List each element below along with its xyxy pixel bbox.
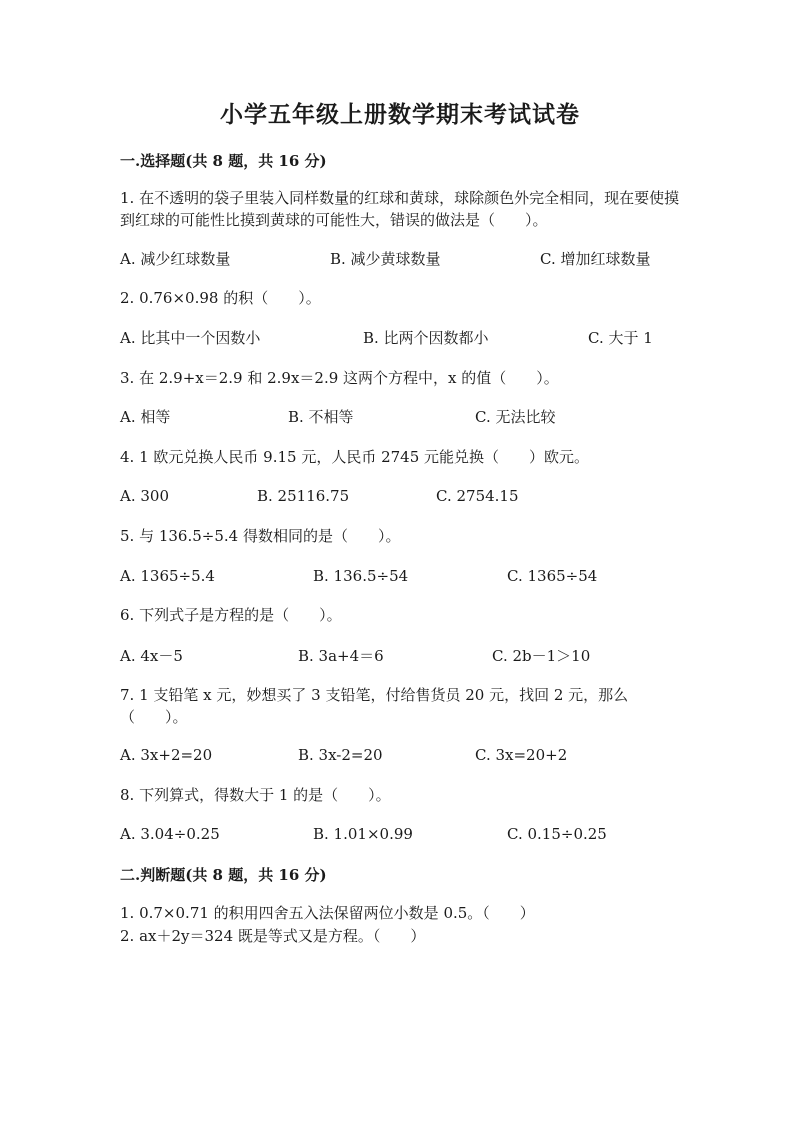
- option-a: A. 比其中一个因数小: [120, 329, 261, 347]
- question-5: 5. 与 136.5÷5.4 得数相同的是（ ）。: [120, 527, 401, 545]
- option-c: C. 0.15÷0.25: [507, 825, 607, 843]
- section-heading-choice: 一.选择题(共 8 题，共 16 分): [120, 152, 327, 170]
- option-a: A. 3.04÷0.25: [120, 825, 220, 843]
- option-b: B. 3x-2=20: [298, 746, 383, 764]
- judgment-question-2: 2. ax＋2y＝324 既是等式又是方程。（ ）: [120, 927, 426, 945]
- option-b: B. 136.5÷54: [313, 567, 409, 585]
- option-c: C. 1365÷54: [507, 567, 598, 585]
- section-heading-judgment: 二.判断题(共 8 题，共 16 分): [120, 866, 327, 884]
- options-5: [120, 565, 680, 587]
- option-c: C. 3x=20+2: [475, 746, 568, 764]
- option-a: A. 300: [120, 487, 169, 505]
- options-7: [120, 744, 680, 766]
- option-b: B. 不相等: [288, 408, 354, 426]
- option-a: A. 1365÷5.4: [120, 567, 215, 585]
- option-b: B. 1.01×0.99: [313, 825, 413, 843]
- question-4: 4. 1 欧元兑换人民币 9.15 元，人民币 2745 元能兑换（ ）欧元。: [120, 448, 590, 466]
- option-c: C. 增加红球数量: [540, 250, 651, 268]
- option-a: A. 相等: [120, 408, 171, 426]
- question-8: 8. 下列算式，得数大于 1 的是（ ）。: [120, 786, 391, 804]
- option-c: C. 无法比较: [475, 408, 556, 426]
- option-b: B. 3a+4＝6: [298, 647, 384, 665]
- question-1: 1. 在不透明的袋子里装入同样数量的红球和黄球，球除颜色外完全相同，现在要使摸到红球的可能性比摸到黄球的可能性大，错误的做法是（ ）。: [120, 189, 680, 229]
- question-6: 6. 下列式子是方程的是（ ）。: [120, 606, 342, 624]
- option-c: C. 2b－1＞10: [492, 647, 591, 665]
- options-3: [120, 406, 680, 428]
- option-a: A. 减少红球数量: [120, 250, 231, 268]
- options-1: [120, 248, 680, 270]
- options-6: [120, 645, 680, 667]
- option-b: B. 25116.75: [257, 487, 350, 505]
- page-title: 小学五年级上册数学期末考试试卷: [220, 101, 580, 128]
- option-c: C. 2754.15: [436, 487, 519, 505]
- options-2: [120, 327, 680, 349]
- options-8: [120, 823, 680, 845]
- option-b: B. 比两个因数都小: [363, 329, 489, 347]
- option-a: A. 4x－5: [120, 647, 183, 665]
- options-4: [120, 485, 680, 507]
- option-a: A. 3x+2=20: [120, 746, 213, 764]
- judgment-question-1: 1. 0.7×0.71 的积用四舍五入法保留两位小数是 0.5。（ ）: [120, 904, 535, 922]
- question-7: 7. 1 支铅笔 x 元，妙想买了 3 支铅笔，付给售货员 20 元，找回 2 元，那么（ ）。: [120, 686, 629, 726]
- question-2: 2. 0.76×0.98 的积（ ）。: [120, 289, 321, 307]
- option-b: B. 减少黄球数量: [330, 250, 441, 268]
- question-3: 3. 在 2.9+x＝2.9 和 2.9x＝2.9 这两个方程中，x 的值（ ）。: [120, 369, 559, 387]
- option-c: C. 大于 1: [588, 329, 653, 347]
